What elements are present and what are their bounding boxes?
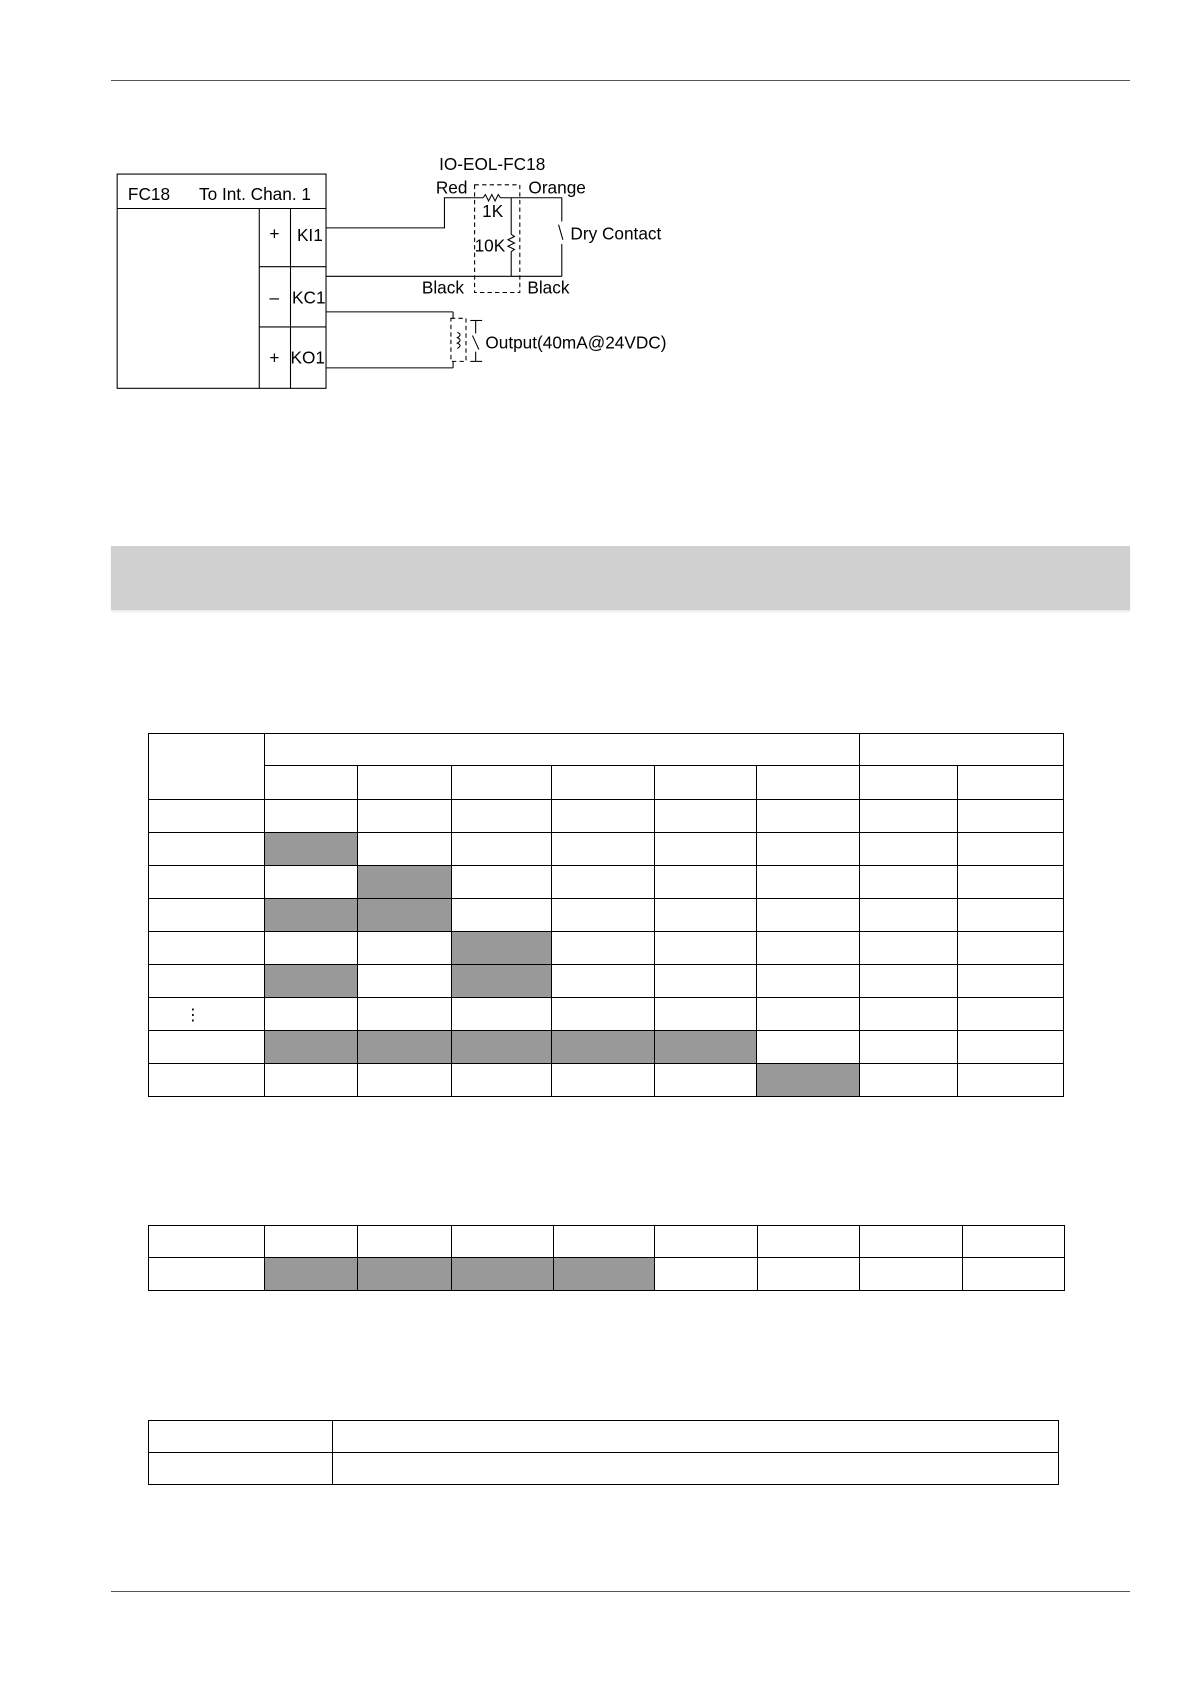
resistor-1k-icon (483, 195, 500, 201)
table-cell (452, 1064, 552, 1097)
table-cell (265, 1226, 358, 1258)
table-cell (757, 899, 860, 932)
table-cell (265, 998, 358, 1031)
header-cell (358, 766, 452, 800)
table-cell (958, 866, 1064, 899)
row-label-cell (149, 899, 265, 932)
resistor-10k-icon (508, 234, 514, 251)
table-cell (758, 1226, 860, 1258)
table-cell (758, 1258, 860, 1291)
shaded-cell (358, 899, 452, 932)
table-cell (958, 800, 1064, 833)
table-row (149, 1226, 1065, 1258)
shaded-cell (757, 1064, 860, 1097)
table-cell (552, 932, 655, 965)
row-label-cell: ⋮ (149, 998, 265, 1031)
relay-outline (451, 318, 466, 361)
table-cell (655, 965, 757, 998)
header-cell (655, 766, 757, 800)
shaded-cell (265, 833, 358, 866)
table-cell (655, 1064, 757, 1097)
table-header-row (149, 734, 1064, 766)
red-wire-label: Red (435, 177, 468, 198)
table-cell (860, 932, 958, 965)
table-cell (552, 965, 655, 998)
table-cell (333, 1453, 1059, 1485)
table-cell (655, 866, 757, 899)
header-group-cell (265, 734, 860, 766)
table-cell (655, 1226, 758, 1258)
table-row (149, 965, 1064, 998)
table-cell (358, 800, 452, 833)
row-label-cell (149, 833, 265, 866)
row-label-cell (149, 800, 265, 833)
dry-contact-switch-icon (559, 225, 563, 240)
description-table (148, 1420, 1059, 1485)
table-cell (757, 1031, 860, 1064)
table-cell (265, 866, 358, 899)
header-cell (958, 766, 1064, 800)
table-row (149, 800, 1064, 833)
table-cell (958, 1031, 1064, 1064)
relay-coil-icon (457, 332, 460, 348)
table-cell (860, 1226, 963, 1258)
table-cell (860, 800, 958, 833)
orange-wire-label: Orange (528, 177, 586, 198)
table-row (149, 932, 1064, 965)
row-label-cell (149, 1031, 265, 1064)
table-cell (452, 800, 552, 833)
terminal-name: KI1 (296, 224, 323, 245)
row-label-cell (149, 932, 265, 965)
table-cell (265, 1064, 358, 1097)
table-cell (958, 932, 1064, 965)
resistor-1k-label: 1K (482, 201, 504, 222)
wiring-diagram (108, 145, 712, 398)
table-cell (860, 1064, 958, 1097)
device-label: FC18 (127, 183, 171, 204)
table-cell (333, 1421, 1059, 1453)
table-cell (358, 1064, 452, 1097)
table-row (149, 1064, 1064, 1097)
header-cell (452, 766, 552, 800)
table-cell (452, 866, 552, 899)
table-cell (552, 866, 655, 899)
table-cell (655, 833, 757, 866)
table-cell (452, 1226, 554, 1258)
row-label-cell (149, 866, 265, 899)
shaded-cell (452, 1258, 554, 1291)
table-cell (655, 800, 757, 833)
table-row (149, 1258, 1065, 1291)
terminal-sign: + (269, 347, 280, 368)
shaded-cell (452, 965, 552, 998)
table-cell (860, 1031, 958, 1064)
table-cell (757, 932, 860, 965)
footer-rule (111, 1591, 1130, 1592)
header-cell (552, 766, 655, 800)
table-cell (958, 899, 1064, 932)
table-row (149, 866, 1064, 899)
table-cell (265, 800, 358, 833)
shaded-cell (265, 1031, 358, 1064)
table-row (149, 1031, 1064, 1064)
dry-contact-label: Dry Contact (570, 223, 662, 244)
shaded-cell (265, 965, 358, 998)
table-cell (860, 965, 958, 998)
table-cell (860, 899, 958, 932)
table-cell (963, 1226, 1065, 1258)
shaded-cell (358, 1031, 452, 1064)
header-cell (265, 766, 358, 800)
red-wire (326, 198, 483, 228)
table-cell (552, 800, 655, 833)
table-cell (552, 998, 655, 1031)
shaded-cell (552, 1031, 655, 1064)
table-cell (552, 899, 655, 932)
table-cell (757, 800, 860, 833)
table-header-row (149, 766, 1064, 800)
table-cell (452, 833, 552, 866)
shaded-cell (655, 1031, 757, 1064)
table-row (149, 833, 1064, 866)
table-cell (452, 899, 552, 932)
table-cell (860, 1258, 963, 1291)
table-cell (958, 833, 1064, 866)
header-cell (860, 766, 958, 800)
table-row (149, 899, 1064, 932)
bit-mapping-table (148, 733, 1064, 1097)
header-group-cell (860, 734, 1064, 766)
shaded-cell (358, 1258, 452, 1291)
table-cell (655, 998, 757, 1031)
row-label-cell (149, 1421, 333, 1453)
section-banner (111, 546, 1130, 610)
table-cell (452, 998, 552, 1031)
shaded-cell (452, 932, 552, 965)
terminal-sign: + (269, 223, 280, 244)
eol-module-label: IO-EOL-FC18 (439, 153, 546, 174)
shaded-cell (265, 1258, 358, 1291)
table-cell (552, 1064, 655, 1097)
table-cell (358, 932, 452, 965)
header-cell (149, 734, 265, 800)
black-wire-label: Black (527, 277, 570, 298)
table-cell (860, 866, 958, 899)
table-row (149, 1453, 1059, 1485)
row-label-cell (149, 1258, 265, 1291)
terminal-sign: – (269, 287, 280, 308)
header-cell (757, 766, 860, 800)
bit-example-table (148, 1225, 1065, 1291)
shaded-cell (554, 1258, 655, 1291)
table-cell (358, 1226, 452, 1258)
shaded-cell (358, 866, 452, 899)
row-label-cell (149, 1064, 265, 1097)
table-cell (958, 1064, 1064, 1097)
table-cell (265, 932, 358, 965)
table-cell (552, 833, 655, 866)
table-cell (358, 965, 452, 998)
resistor-10k-label: 10K (474, 235, 506, 256)
table-cell (860, 833, 958, 866)
table-cell (757, 866, 860, 899)
table-cell (757, 965, 860, 998)
shaded-cell (452, 1031, 552, 1064)
table-cell (655, 932, 757, 965)
black-wire-label: Black (421, 277, 464, 298)
output-label: Output(40mA@24VDC) (485, 332, 667, 353)
row-label-cell (149, 1226, 265, 1258)
table-cell (757, 998, 860, 1031)
table-cell (358, 998, 452, 1031)
channel-label: To Int. Chan. 1 (198, 183, 311, 204)
table-cell (358, 833, 452, 866)
terminal-name: KO1 (290, 347, 325, 368)
table-cell (963, 1258, 1065, 1291)
table-cell (958, 965, 1064, 998)
table-cell (958, 998, 1064, 1031)
table-cell (655, 899, 757, 932)
table-cell (860, 998, 958, 1031)
header-rule (111, 80, 1130, 81)
terminal-name: KC1 (292, 287, 326, 308)
relay-contact-icon (472, 336, 478, 350)
table-cell (757, 833, 860, 866)
table-cell (554, 1226, 655, 1258)
row-label-cell (149, 1453, 333, 1485)
shaded-cell (265, 899, 358, 932)
table-row (149, 1421, 1059, 1453)
row-label-cell (149, 965, 265, 998)
table-row (149, 998, 1064, 1031)
table-cell (655, 1258, 758, 1291)
